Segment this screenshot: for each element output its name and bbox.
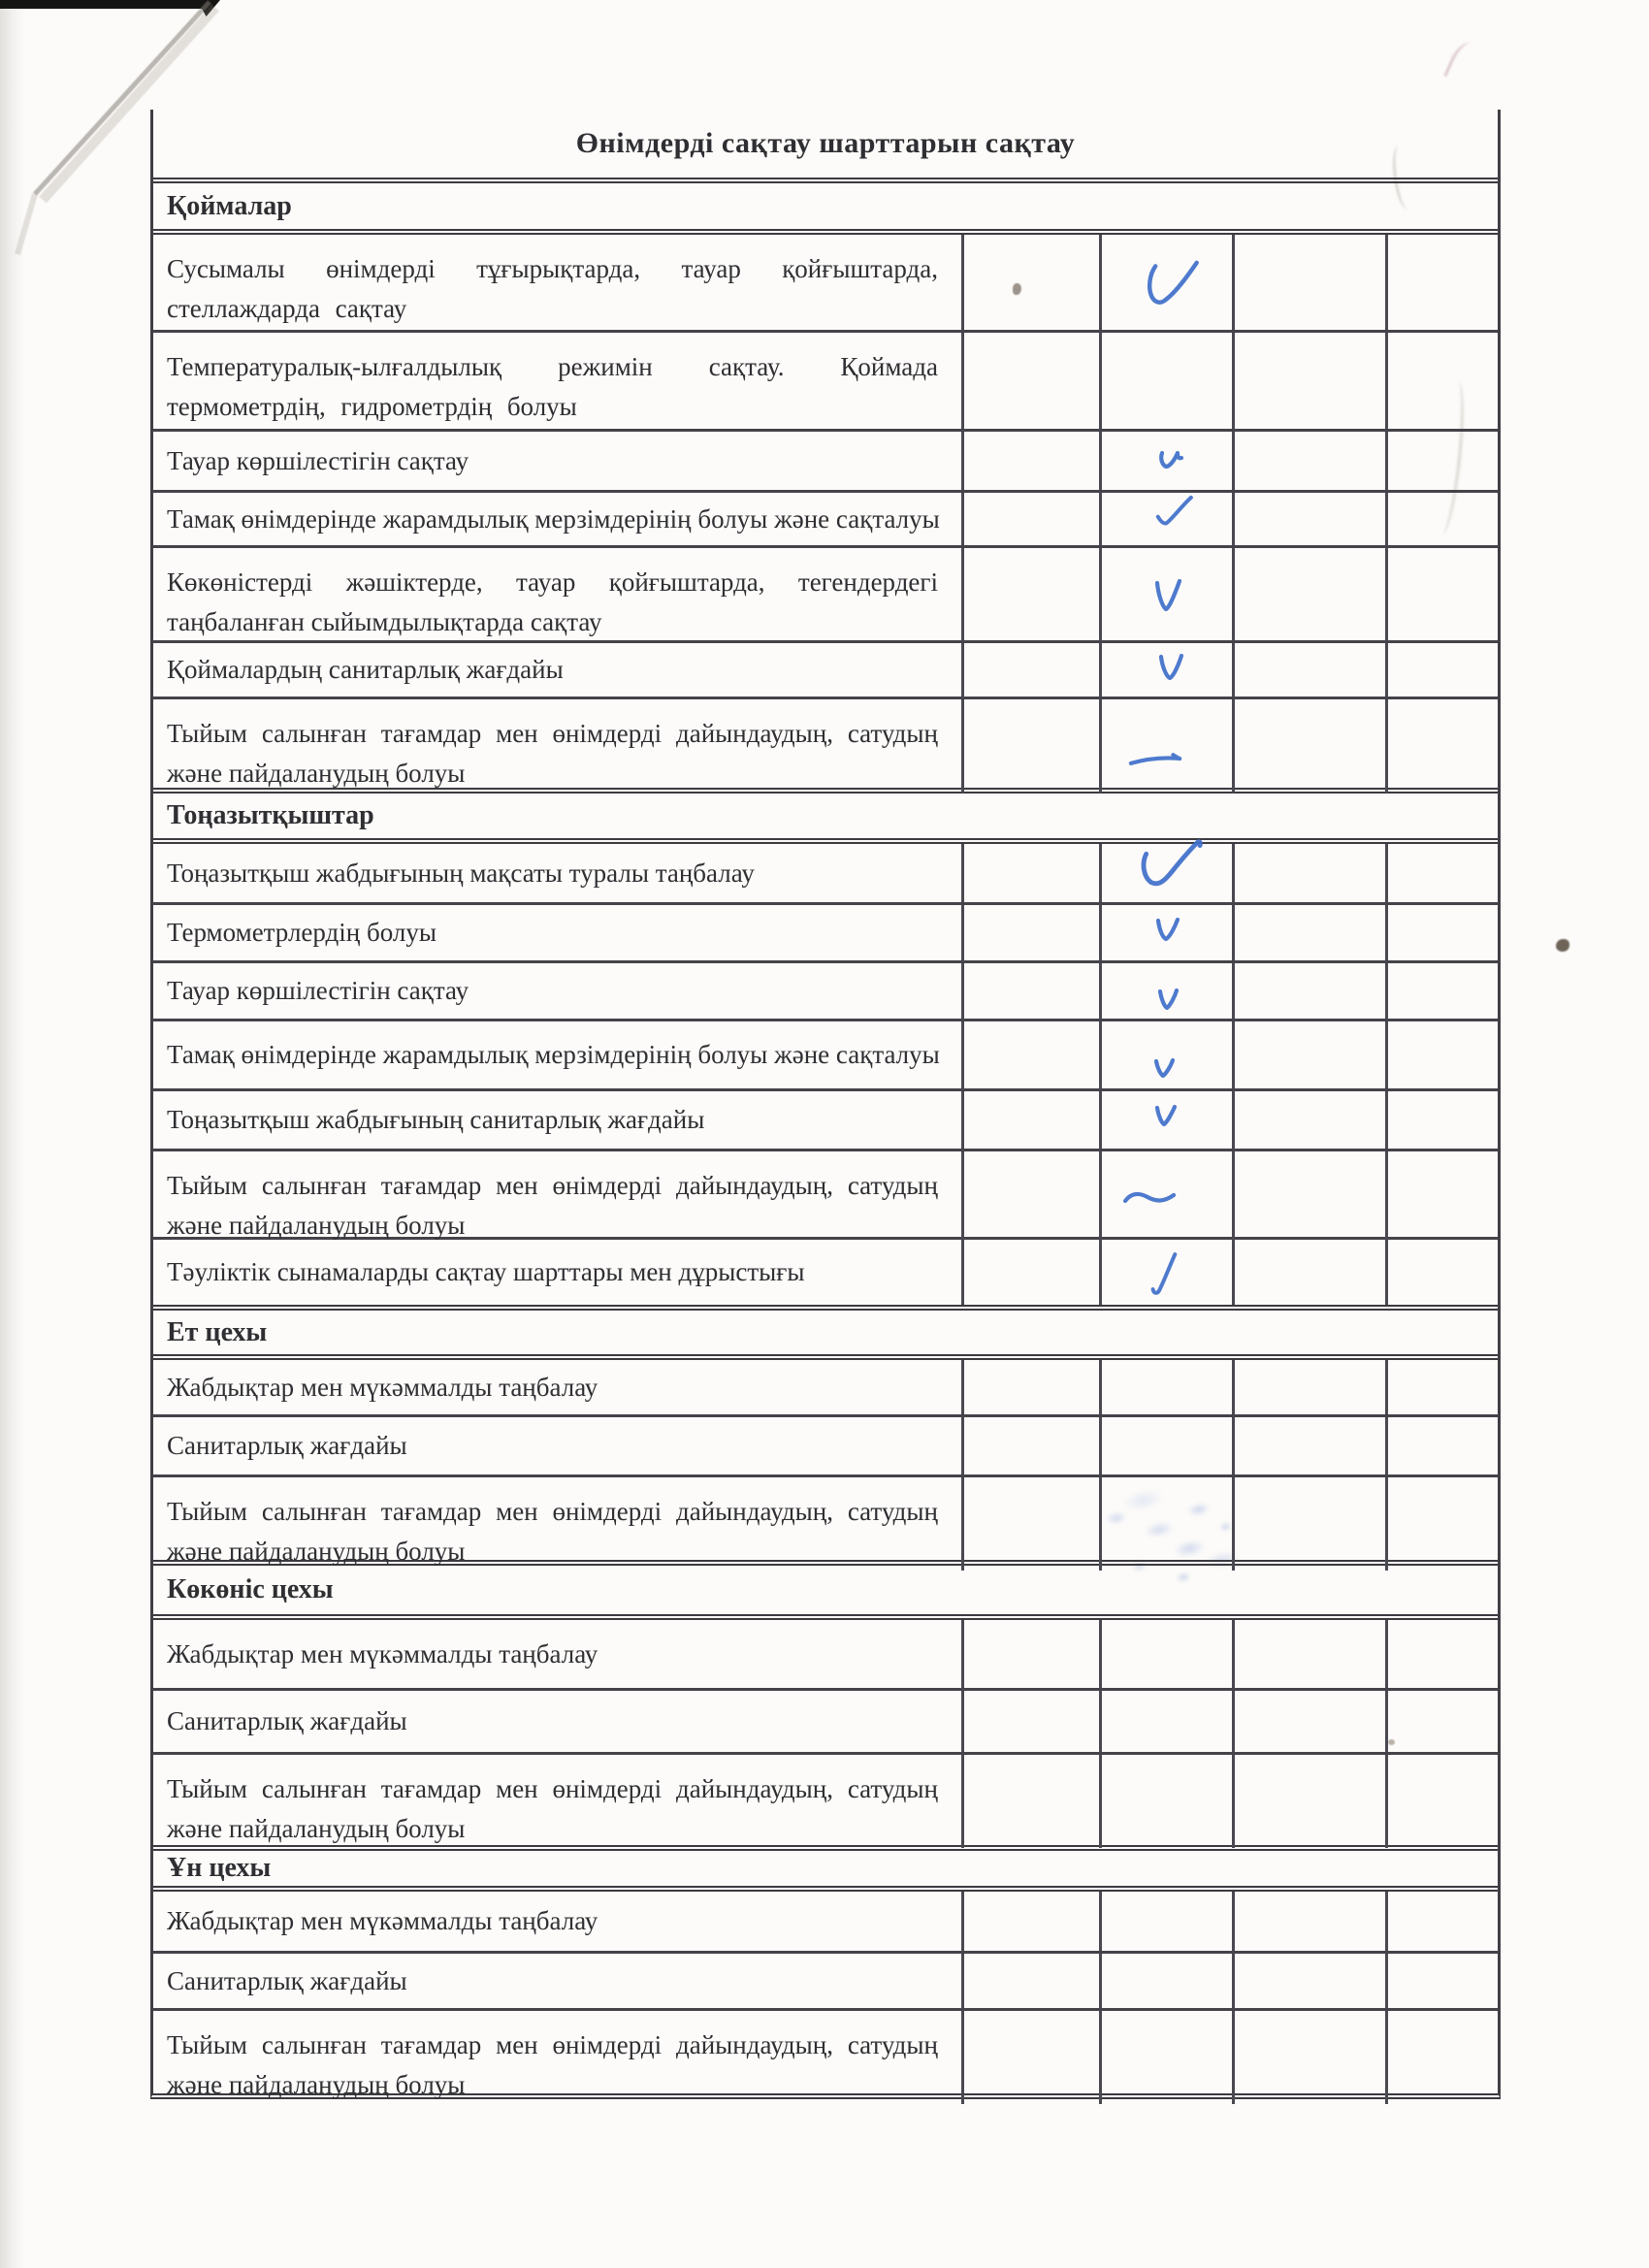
section-header-flour-shop: Ұн цехы xyxy=(153,1845,1498,1892)
checkbox-cell xyxy=(1099,548,1232,641)
checkbox-cell xyxy=(961,333,1099,429)
checkbox-cell xyxy=(1232,2011,1385,2104)
checkbox-cell xyxy=(1232,548,1385,641)
section-header-vegetable-shop: Көкөніс цехы xyxy=(153,1560,1498,1620)
checkbox-cell xyxy=(1385,493,1498,545)
row-label: Тыйым салынған тағамдар мен өнімдерді дайындаудың, сатудың және пайдаланудың болуы xyxy=(167,1497,938,1566)
pen-checkmark-icon xyxy=(1150,495,1193,530)
table-row xyxy=(153,2008,1498,2099)
checkbox-cell xyxy=(1385,235,1498,330)
checkbox-cell xyxy=(1099,1091,1232,1149)
checkbox-cell xyxy=(1099,1954,1232,2008)
checkbox-cell xyxy=(961,235,1099,330)
pen-checkmark-icon xyxy=(1146,1249,1180,1298)
pen-checkmark-icon xyxy=(1153,916,1180,945)
checkbox-cell xyxy=(1099,844,1232,902)
row-label: Санитарлық жағдайы xyxy=(167,1706,407,1736)
checkbox-cell xyxy=(1099,1021,1232,1088)
checkbox-cell xyxy=(1232,1892,1385,1951)
checkbox-cell xyxy=(1232,643,1385,697)
checkbox-cell xyxy=(1099,1620,1232,1688)
table-row xyxy=(153,1360,1498,1414)
section-header-meat-shop: Ет цехы xyxy=(153,1305,1498,1360)
checkbox-cell xyxy=(961,844,1099,902)
table-row xyxy=(153,844,1498,902)
checkbox-cell xyxy=(1232,1954,1385,2008)
checkbox-cell xyxy=(1099,1691,1232,1752)
storage-checklist-table xyxy=(150,110,1501,2099)
checkbox-cell xyxy=(961,1091,1099,1149)
table-row xyxy=(153,1951,1498,2008)
row-label: Тауар көршілестігін сақтау xyxy=(167,445,469,475)
checkbox-cell xyxy=(1385,699,1498,793)
row-label: Санитарлық жағдайы xyxy=(167,1965,407,1995)
row-label: Көкөністерді жәшіктерде, тауар қойғыштарда, тегендердегі таңбаланған сыйымдылықтарда сақтау xyxy=(167,567,938,636)
checkbox-cell xyxy=(961,1477,1099,1571)
checkbox-cell xyxy=(1099,1477,1232,1571)
checkbox-cell xyxy=(1099,1151,1232,1245)
table-row xyxy=(153,902,1498,960)
row-label: Термометрлердің болуы xyxy=(167,918,436,948)
checkbox-cell xyxy=(1385,1240,1498,1305)
scan-edge-shadow xyxy=(0,0,25,2268)
checkbox-cell xyxy=(961,699,1099,793)
row-label: Тоңазытқыш жабдығының мақсаты туралы таңбалау xyxy=(167,858,755,888)
table-row xyxy=(153,1688,1498,1752)
table-row xyxy=(153,1414,1498,1474)
row-label: Тыйым салынған тағамдар мен өнімдерді дайындаудың, сатудың және пайдаланудың болуы xyxy=(167,2030,938,2099)
table-row xyxy=(153,697,1498,788)
checkbox-cell xyxy=(961,1240,1099,1305)
checkbox-cell xyxy=(1232,1620,1385,1688)
checkbox-cell xyxy=(1232,1091,1385,1149)
row-label: Санитарлық жағдайы xyxy=(167,1431,407,1461)
checkbox-cell xyxy=(961,1360,1099,1414)
checkbox-cell xyxy=(1232,493,1385,545)
checkbox-cell xyxy=(1385,432,1498,490)
checkbox-cell xyxy=(1232,963,1385,1019)
pen-checkmark-icon xyxy=(1152,1056,1176,1082)
checkbox-cell xyxy=(1232,1477,1385,1571)
pen-checkmark-icon xyxy=(1156,987,1180,1014)
table-row xyxy=(153,429,1498,490)
pen-checkmark-icon xyxy=(1135,838,1203,892)
table-row xyxy=(153,1474,1498,1566)
checkbox-cell xyxy=(1385,1417,1498,1474)
checkbox-cell xyxy=(961,905,1099,960)
row-label: Жабдықтар мен мүкәммалды таңбалау xyxy=(167,1372,598,1402)
checkbox-cell xyxy=(1232,1360,1385,1414)
checkbox-cell xyxy=(1099,493,1232,545)
table-row xyxy=(153,1019,1498,1088)
checkbox-cell xyxy=(1099,643,1232,697)
row-label: Тыйым салынған тағамдар мен өнімдерді дайындаудың, сатудың және пайдаланудың болуы xyxy=(167,1171,938,1240)
pen-tilde-mark-icon xyxy=(1121,1188,1178,1208)
checkbox-cell xyxy=(1385,1755,1498,1848)
row-label: Тыйым салынған тағамдар мен өнімдерді дайындаудың, сатудың және пайдаланудың болуы xyxy=(167,719,938,788)
checkbox-cell xyxy=(1385,1021,1498,1088)
checkbox-cell xyxy=(1385,1360,1498,1414)
checkbox-cell xyxy=(961,493,1099,545)
checkbox-cell xyxy=(961,1755,1099,1848)
table-row xyxy=(153,330,1498,429)
scan-speck xyxy=(1556,939,1569,952)
checkbox-cell xyxy=(1099,905,1232,960)
checkbox-cell xyxy=(1385,643,1498,697)
checkbox-cell xyxy=(1232,1151,1385,1245)
table-row xyxy=(153,1088,1498,1149)
table-row xyxy=(153,235,1498,330)
checkbox-cell xyxy=(1099,432,1232,490)
table-row xyxy=(153,1149,1498,1240)
row-label: Қоймалардың санитарлық жағдайы xyxy=(167,655,564,685)
pen-checkmark-icon xyxy=(1155,448,1184,471)
checkbox-cell xyxy=(1232,905,1385,960)
checkbox-cell xyxy=(961,1892,1099,1951)
checkbox-cell xyxy=(1385,963,1498,1019)
checkbox-cell xyxy=(1099,1417,1232,1474)
pen-checkmark-icon xyxy=(1142,256,1202,312)
row-label: Тыйым салынған тағамдар мен өнімдерді дайындаудың, сатудың және пайдаланудың болуы xyxy=(167,1774,938,1843)
row-label: Тамақ өнімдерінде жарамдылық мерзімдерінің болуы және сақталуы xyxy=(167,1040,940,1070)
pen-checkmark-icon xyxy=(1155,652,1184,685)
checkbox-cell xyxy=(1385,1892,1498,1951)
checkbox-cell xyxy=(1385,1954,1498,2008)
checkbox-cell xyxy=(1385,2011,1498,2104)
checkbox-cell xyxy=(961,1417,1099,1474)
checkbox-cell xyxy=(1385,905,1498,960)
checkbox-cell xyxy=(961,1620,1099,1688)
checkbox-cell xyxy=(1099,963,1232,1019)
table-row xyxy=(153,640,1498,697)
checkbox-cell xyxy=(1232,1691,1385,1752)
section-header-refrigerators: Тоңазытқыштар xyxy=(153,788,1498,844)
row-label: Тәуліктік сынамаларды сақтау шарттары мен дұрыстығы xyxy=(167,1257,805,1287)
checkbox-cell xyxy=(1232,1417,1385,1474)
checkbox-cell xyxy=(1232,333,1385,429)
row-label: Температуралық-ылғалдылық режимін сақтау. Қоймада термометрдің, гидрометрдің болуы xyxy=(167,352,938,421)
pen-dash-mark-icon xyxy=(1127,752,1185,767)
checkbox-cell xyxy=(1099,1360,1232,1414)
checkbox-cell xyxy=(1385,548,1498,641)
checkbox-cell xyxy=(1385,1091,1498,1149)
section-header-warehouses: Қоймалар xyxy=(153,178,1498,235)
checkbox-cell xyxy=(1099,1892,1232,1951)
table-row xyxy=(153,1237,1498,1305)
checkbox-cell xyxy=(961,1021,1099,1088)
checkbox-cell xyxy=(1385,1620,1498,1688)
checkbox-cell xyxy=(1099,1755,1232,1848)
checkbox-cell xyxy=(961,432,1099,490)
table-row xyxy=(153,1892,1498,1951)
scan-speck xyxy=(1013,283,1021,295)
checkbox-cell xyxy=(1232,699,1385,793)
checkbox-cell xyxy=(961,1691,1099,1752)
row-label: Тамақ өнімдерінде жарамдылық мерзімдерінің болуы және сақталуы xyxy=(167,503,940,534)
checkbox-cell xyxy=(961,1954,1099,2008)
table-row xyxy=(153,545,1498,640)
checkbox-cell xyxy=(1232,1240,1385,1305)
row-label: Жабдықтар мен мүкәммалды таңбалау xyxy=(167,1906,598,1936)
table-row xyxy=(153,960,1498,1019)
checkbox-cell xyxy=(1099,2011,1232,2104)
pen-checkmark-icon xyxy=(1152,1103,1178,1130)
checkbox-cell xyxy=(961,643,1099,697)
checkbox-cell xyxy=(1099,699,1232,793)
row-label: Тауар көршілестігін сақтау xyxy=(167,976,469,1006)
checkbox-cell xyxy=(1385,1151,1498,1245)
checkbox-cell xyxy=(1232,844,1385,902)
checkbox-cell xyxy=(1385,1477,1498,1571)
checkbox-cell xyxy=(1232,1021,1385,1088)
checkbox-cell xyxy=(1232,1755,1385,1848)
checkbox-cell xyxy=(1385,1691,1498,1752)
checkbox-cell xyxy=(1099,235,1232,330)
table-row xyxy=(153,1620,1498,1688)
checkbox-cell xyxy=(1385,333,1498,429)
table-title: Өнімдерді сақтау шарттарын сақтау xyxy=(575,127,1076,159)
checkbox-cell xyxy=(1099,333,1232,429)
pen-checkmark-icon xyxy=(1150,577,1183,618)
row-label: Жабдықтар мен мүкәммалды таңбалау xyxy=(167,1638,598,1669)
row-label: Тоңазытқыш жабдығының санитарлық жағдайы xyxy=(167,1105,705,1135)
checkbox-cell xyxy=(1385,844,1498,902)
scan-speck xyxy=(1443,39,1478,84)
checkbox-cell xyxy=(961,963,1099,1019)
checkbox-cell xyxy=(1232,432,1385,490)
checkbox-cell xyxy=(961,2011,1099,2104)
checkbox-cell xyxy=(1232,235,1385,330)
checkbox-cell xyxy=(961,1151,1099,1245)
table-row xyxy=(153,490,1498,545)
checkbox-cell xyxy=(961,548,1099,641)
table-row xyxy=(153,1752,1498,1845)
checkbox-cell xyxy=(1099,1240,1232,1305)
row-label: Сусымалы өнімдерді тұғырықтарда, тауар қойғыштарда, стеллаждарда сақтау xyxy=(167,254,938,323)
